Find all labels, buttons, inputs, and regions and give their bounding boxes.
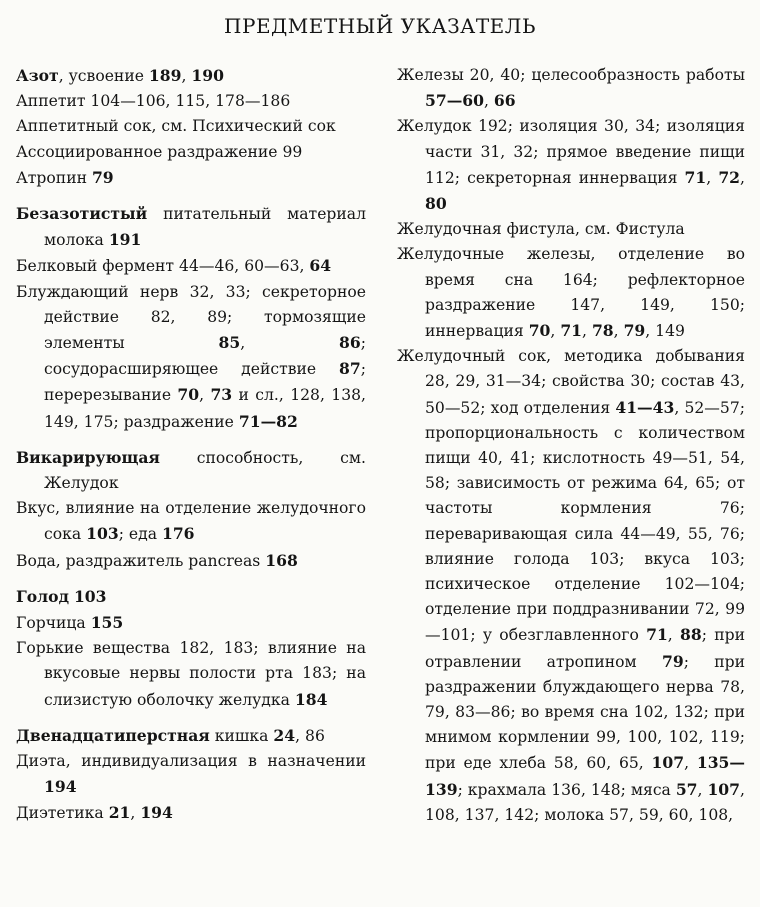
- section-gap: [16, 713, 366, 723]
- index-entry: Вкус, влияние на отделение желудочного сока 103; еда 176: [16, 499, 366, 544]
- index-entry: Атропин 79: [16, 167, 114, 187]
- index-entry: Азот, усвоение 189, 190: [16, 66, 224, 85]
- index-entry: Безазотистый питательный материал молока 191: [16, 204, 366, 250]
- index-entry: Горькие вещества 182, 183; влияние на вкусовые нервы полости рта 183; на слизистую оболочку желудка 184: [16, 639, 366, 709]
- index-column-left: [16, 63, 366, 827]
- index-entry: Горчица 155: [16, 613, 124, 633]
- section-gap: [16, 435, 366, 445]
- index-entry: Желудочный сок, методика добывания 28, 29, 31—34; свойства 30; состав 43, 50—52; ход отделения 41—43, 52—57; пропорциональность с количеством пищи 40, 41; кислотность 49—51, 54, 58; зависимость от режима 64, 65; от частоты кормления 76; переваривающая сила 44—49, 55, 76; влияние голода 103; вкуса 103; психическое отделение 102—104; отделение при поддразнивании 72, 99—101; у обезглавленного 71, 88; при отравлении атропином 79; при раздражении блуждающего нерва 78, 79, 83—86; во время сна 102, 132; при мнимом кормлении 99, 100, 102, 119; при еде хлеба 58, 60, 65, 107, 135—139; крахмала 136, 148; мяса 57, 107, 108, 137, 142; молока 57, 59, 60, 108,: [397, 347, 746, 824]
- index-entry: Железы 20, 40; целесообразность работы 57—60, 66: [397, 66, 745, 111]
- section-gap: [16, 191, 366, 201]
- index-entry: Блуждающий нерв 32, 33; секреторное действие 82, 89; тормозящие элементы 85, 86; сосудорасширяющее действие 87; перерезывание 70, 73 и сл., 128, 138, 149, 175; раздражение 71—82: [16, 282, 366, 431]
- index-entry: Аппетитный сок, см. Психический сок: [16, 117, 336, 136]
- index-entry: Диэтетика 21, 194: [16, 803, 173, 823]
- index-entry: Желудочная фистула, см. Фистула: [397, 220, 685, 239]
- page-title: ПРЕДМЕТНЫЙ УКАЗАТЕЛЬ: [224, 14, 536, 38]
- index-entry: Желудочные железы, отделение во время сна 164; рефлекторное раздражение 147, 149, 150; иннервация 70, 71, 78, 79, 149: [397, 245, 745, 341]
- index-entry: Аппетит 104—106, 115, 178—186: [16, 92, 291, 111]
- index-entry: Белковый фермент 44—46, 60—63, 64: [16, 256, 332, 276]
- index-entry: Вода, раздражитель pancreas 168: [16, 550, 298, 570]
- index-entry: Викарирующая способность, см. Желудок: [16, 447, 366, 493]
- section-gap: [16, 574, 366, 584]
- index-entry: Двенадцатиперстная кишка 24, 86: [16, 725, 325, 745]
- index-entry: Ассоциированное раздражение 99: [16, 142, 303, 161]
- index-entry: Диэта, индивидуализация в назначении 194: [16, 752, 366, 797]
- index-column-right: [397, 63, 745, 828]
- index-entry: Голод 103: [16, 586, 107, 606]
- index-entry: Желудок 192; изоляция 30, 34; изоляция части 31, 32; прямое введение пищи 112; секреторная иннервация 71, 72, 80: [397, 117, 745, 214]
